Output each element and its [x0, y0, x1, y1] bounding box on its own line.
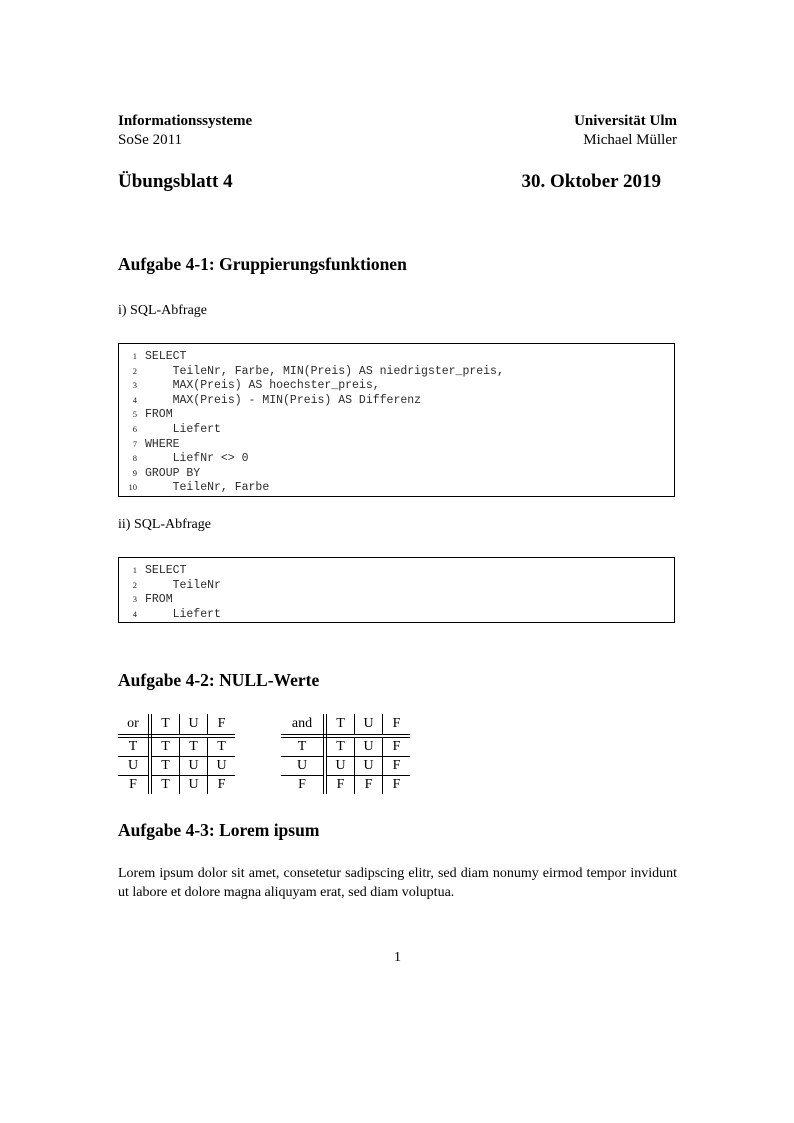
- table-cell: T: [180, 736, 208, 757]
- table-cell: U: [355, 714, 383, 736]
- university-name: Universität Ulm: [574, 113, 677, 129]
- table-row: [281, 757, 410, 776]
- table-cell: T: [118, 736, 150, 757]
- code-line: [119, 406, 674, 421]
- code-text: TeileNr, Farbe, MIN(Preis) AS niedrigster_preis,: [145, 364, 504, 378]
- title-row: [118, 170, 677, 194]
- table-row: [281, 776, 410, 795]
- code-text: GROUP BY: [145, 466, 201, 480]
- line-number: 2: [132, 579, 137, 590]
- code-text: SELECT: [145, 564, 187, 577]
- line-number: 8: [132, 453, 137, 464]
- code-line: [119, 577, 674, 592]
- page-content: [118, 0, 677, 1123]
- line-number: 7: [132, 438, 137, 449]
- line-number: 10: [128, 482, 137, 493]
- table-cell: U: [180, 776, 208, 795]
- table-cell: T: [150, 776, 180, 795]
- table-cell: F: [118, 776, 150, 795]
- author-name: Michael Müller: [583, 132, 677, 148]
- code-text: Liefert: [145, 422, 221, 436]
- sheet-title: Übungsblatt 4: [118, 171, 233, 192]
- line-number: 2: [132, 365, 137, 376]
- lorem-paragraph: Lorem ipsum dolor sit amet, consetetur sadipscing elitr, sed diam nonumy eirmod tempor invidunt ut labore et dolore magna aliquyam erat, sed diam voluptua.: [118, 866, 677, 900]
- code-line: [119, 606, 674, 621]
- code-text: Liefert: [145, 607, 221, 621]
- line-number: 6: [132, 423, 137, 434]
- course-name: Informationssysteme: [118, 113, 253, 129]
- line-number: 1: [132, 351, 137, 361]
- line-number: 5: [132, 409, 137, 420]
- code-text: TeileNr: [145, 578, 221, 592]
- table-header-row: [118, 714, 235, 736]
- table-cell: T: [150, 736, 180, 757]
- code-text: FROM: [145, 593, 173, 607]
- listing2-label: ii) SQL-Abfrage: [118, 517, 211, 532]
- table-cell: U: [180, 757, 208, 776]
- line-number: 3: [132, 380, 137, 391]
- sql-listing-1: [118, 343, 675, 497]
- and-truth-table: [281, 714, 410, 794]
- code-text: LiefNr <> 0: [145, 452, 249, 466]
- code-line: [119, 363, 674, 378]
- table-cell: F: [325, 776, 355, 795]
- table-cell: F: [383, 757, 411, 776]
- header-left: [118, 112, 252, 150]
- code-text: TeileNr, Farbe: [145, 481, 270, 495]
- table-cell: T: [281, 736, 325, 757]
- table-cell: T: [150, 714, 180, 736]
- table-cell: F: [355, 776, 383, 795]
- truth-tables: [118, 714, 410, 794]
- sql-listing-2: [118, 557, 675, 623]
- code-text: MAX(Preis) AS hoechster_preis,: [145, 379, 380, 393]
- table-cell: U: [118, 757, 150, 776]
- section-title-aufgabe-4-2: Aufgabe 4-2: NULL-Werte: [118, 670, 320, 690]
- code-text: MAX(Preis) - MIN(Preis) AS Differenz: [145, 393, 422, 407]
- term-label: SoSe 2011: [118, 132, 183, 148]
- table-cell: U: [355, 757, 383, 776]
- table-cell: or: [118, 714, 150, 736]
- table-cell: U: [180, 714, 208, 736]
- code-text: WHERE: [145, 437, 180, 451]
- header-right: [574, 112, 677, 150]
- table-row: [118, 757, 235, 776]
- section-title-aufgabe-4-3: Aufgabe 4-3: Lorem ipsum: [118, 820, 320, 840]
- code-line: [119, 562, 674, 577]
- table-row: [118, 736, 235, 757]
- section-title-aufgabe-4-1: Aufgabe 4-1: Gruppierungsfunktionen: [118, 254, 407, 274]
- code-line: [119, 392, 674, 407]
- code-line: [119, 591, 674, 606]
- table-cell: F: [281, 776, 325, 795]
- table-cell: T: [325, 714, 355, 736]
- sheet-date: 30. Oktober 2019: [521, 171, 661, 192]
- line-number: 3: [132, 594, 137, 605]
- table-cell: F: [383, 714, 411, 736]
- table-cell: T: [325, 736, 355, 757]
- code-line: [119, 348, 674, 363]
- table-cell: F: [392, 777, 401, 792]
- table-row: [118, 776, 235, 795]
- line-number: 9: [132, 467, 137, 478]
- line-number: 1: [132, 565, 137, 575]
- line-number: 4: [132, 394, 137, 405]
- table-cell: T: [150, 757, 180, 776]
- code-line: [119, 450, 674, 465]
- code-line: [119, 421, 674, 436]
- code-text: SELECT: [145, 350, 187, 363]
- code-line: [119, 479, 674, 494]
- table-cell: F: [383, 736, 411, 757]
- table-cell: F: [217, 777, 226, 792]
- table-cell: F: [208, 714, 236, 736]
- table-row: [281, 736, 410, 757]
- or-truth-table: [118, 714, 235, 794]
- table-cell: T: [208, 736, 236, 757]
- code-line: [119, 465, 674, 480]
- code-line: [119, 436, 674, 451]
- code-line: [119, 377, 674, 392]
- line-number: 4: [132, 608, 137, 619]
- table-header-row: [281, 714, 410, 736]
- table-cell: U: [208, 757, 236, 776]
- table-cell: U: [281, 757, 325, 776]
- table-cell: U: [325, 757, 355, 776]
- code-text: FROM: [145, 408, 173, 422]
- table-cell: U: [355, 736, 383, 757]
- listing1-label: i) SQL-Abfrage: [118, 303, 208, 318]
- page-number: 1: [394, 950, 401, 965]
- table-cell: and: [281, 714, 325, 736]
